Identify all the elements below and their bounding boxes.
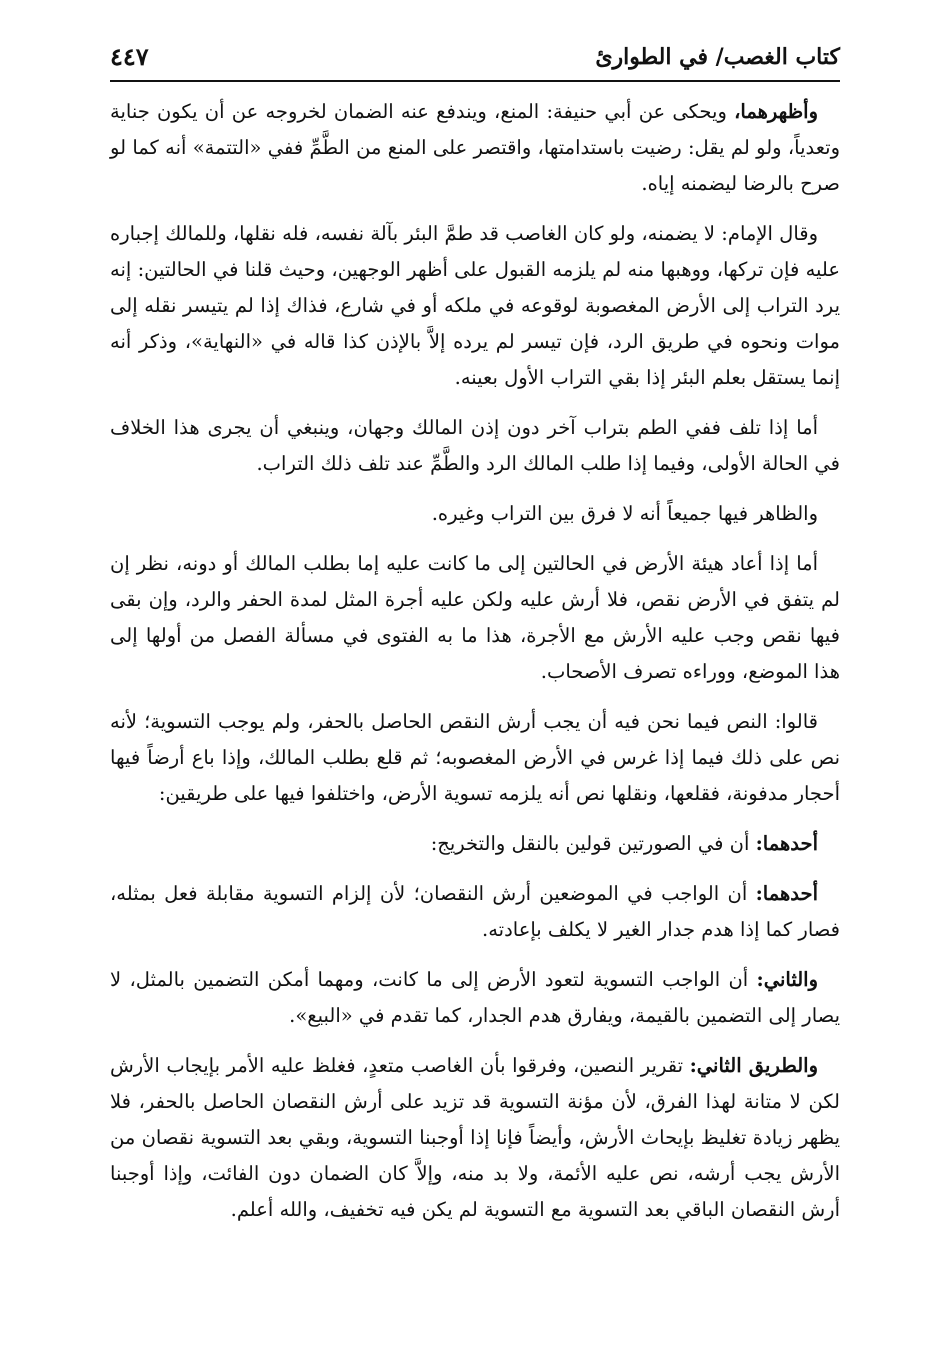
running-title: كتاب الغصب/ في الطوارئ	[595, 44, 840, 70]
paragraph-text: أما إذا أعاد هيئة الأرض في الحالتين إلى ما كانت عليه إما بطلب المالك أو دونه، نظر إن لم يتفق في الأرض نقص، فلا أرش عليه ولكن عليه أجرة المثل لمدة الحفر والرد، وإن بقى فيها نقص وجب عليه الأرش مع الأجرة، هذا ما به الفتوى في مسألة الفصل من أولها إلى هذا الموضع، ووراءه تصرف الأصحاب.	[110, 552, 840, 683]
paragraph-text: قالوا: النص فيما نحن فيه أن يجب أرش النقص الحاصل بالحفر، ولم يوجب التسوية؛ لأنه نص على ذلك فيما إذا غرس في الأرض المغصوبه؛ ثم قلع بطلب المالك، وإذا باع أرضاً فيها أحجار مدفونة، فقلعها، ونقلها نص أنه يلزمه تسوية الأرض، واختلفوا فيها على طريقين:	[110, 710, 840, 805]
paragraph	[110, 546, 840, 690]
paragraph	[110, 216, 840, 396]
page-number: ٤٤٧	[110, 42, 149, 71]
paragraph-text: أن الواجب التسوية لتعود الأرض إلى ما كانت، ومهما أمكن التضمين بالمثل، لا يصار إلى التضمين بالقيمة، ويفارق هدم الجدار، كما تقدم في «البيع».	[110, 968, 840, 1027]
paragraph-text: وقال الإمام: لا يضمنه، ولو كان الغاصب قد طمَّ البئر بآلة نفسه، فله نقلها، وللمالك إجباره عليه فإن تركها، ووهبها منه لم يلزمه القبول على أظهر الوجهين، وحيث قلنا في الحالتين: إنه يرد التراب إلى الأرض المغصوبة لوقوعه في ملكه أو في شارع، فذاك إذا لم يتيسر نقله إلى موات ونحوه في طريق الرد، فإن تيسر لم يرده إلاَّ بالإذن كذا قاله في «النهاية»، وذكر أنه إنما يستقل بعلم البئر إذا بقي التراب الأول بعينه.	[110, 222, 840, 389]
paragraph-lead: أحدهما:	[755, 832, 818, 855]
paragraph	[110, 1048, 840, 1228]
page-body	[110, 94, 840, 1228]
page-header	[110, 40, 840, 82]
paragraph-text: أما إذا تلف ففي الطم بتراب آخر دون إذن المالك وجهان، وينبغي أن يجرى هذا الخلاف في الحالة الأولى، وفيما إذا طلب المالك الرد والطَّمِّ عند تلف ذلك التراب.	[110, 416, 840, 475]
document-page	[110, 40, 840, 1340]
paragraph	[110, 496, 840, 532]
paragraph	[110, 94, 840, 202]
paragraph	[110, 826, 840, 862]
paragraph-lead: أحدهما:	[755, 882, 818, 905]
paragraph-text: والظاهر فيها جميعاً أنه لا فرق بين التراب وغيره.	[431, 502, 818, 525]
paragraph-lead: والثاني:	[756, 968, 818, 991]
paragraph-text: ويحكى عن أبي حنيفة: المنع، ويندفع عنه الضمان لخروجه عن أن يكون جناية وتعدياً، ولو لم يقل: رضيت باستدامتها، واقتصر على المنع من الطَّمِّ ففي «التتمة» أنه كما لو صرح بالرضا ليضمنه إياه.	[110, 100, 840, 195]
paragraph-text: تقرير النصين، وفرقوا بأن الغاصب متعدٍ، فغلظ عليه الأمر بإيجاب الأرش لكن لا متانة لهذا الفرق، لأن مؤنة التسوية قد تزيد على أرش النقصان الحاصل بالحفر، فلا يظهر زيادة تغليظ بإيحاث الأرش، وأيضاً فإنا إذا أوجبنا التسوية، وبقي بعد التسوية نقصان من الأرش يجب أرشه، نص عليه الأئمة، ولا بد منه، وإلاَّ كان الضمان دون الفائت، وإذا أوجبنا أرش النقصان الباقي بعد التسوية مع التسوية لم يكن فيه تخفيف، والله أعلم.	[110, 1054, 840, 1221]
paragraph-lead: وأظهرهما،	[734, 100, 818, 123]
paragraph	[110, 704, 840, 812]
paragraph	[110, 410, 840, 482]
paragraph	[110, 876, 840, 948]
paragraph-text: أن في الصورتين قولين بالنقل والتخريج:	[430, 832, 756, 855]
paragraph-text: أن الواجب في الموضعين أرش النقصان؛ لأن إلزام التسوية مقابلة فعل بمثله، فصار كما إذا هدم جدار الغير لا يكلف بإعادته.	[110, 882, 840, 941]
paragraph-lead: والطريق الثاني:	[689, 1054, 818, 1077]
paragraph	[110, 962, 840, 1034]
